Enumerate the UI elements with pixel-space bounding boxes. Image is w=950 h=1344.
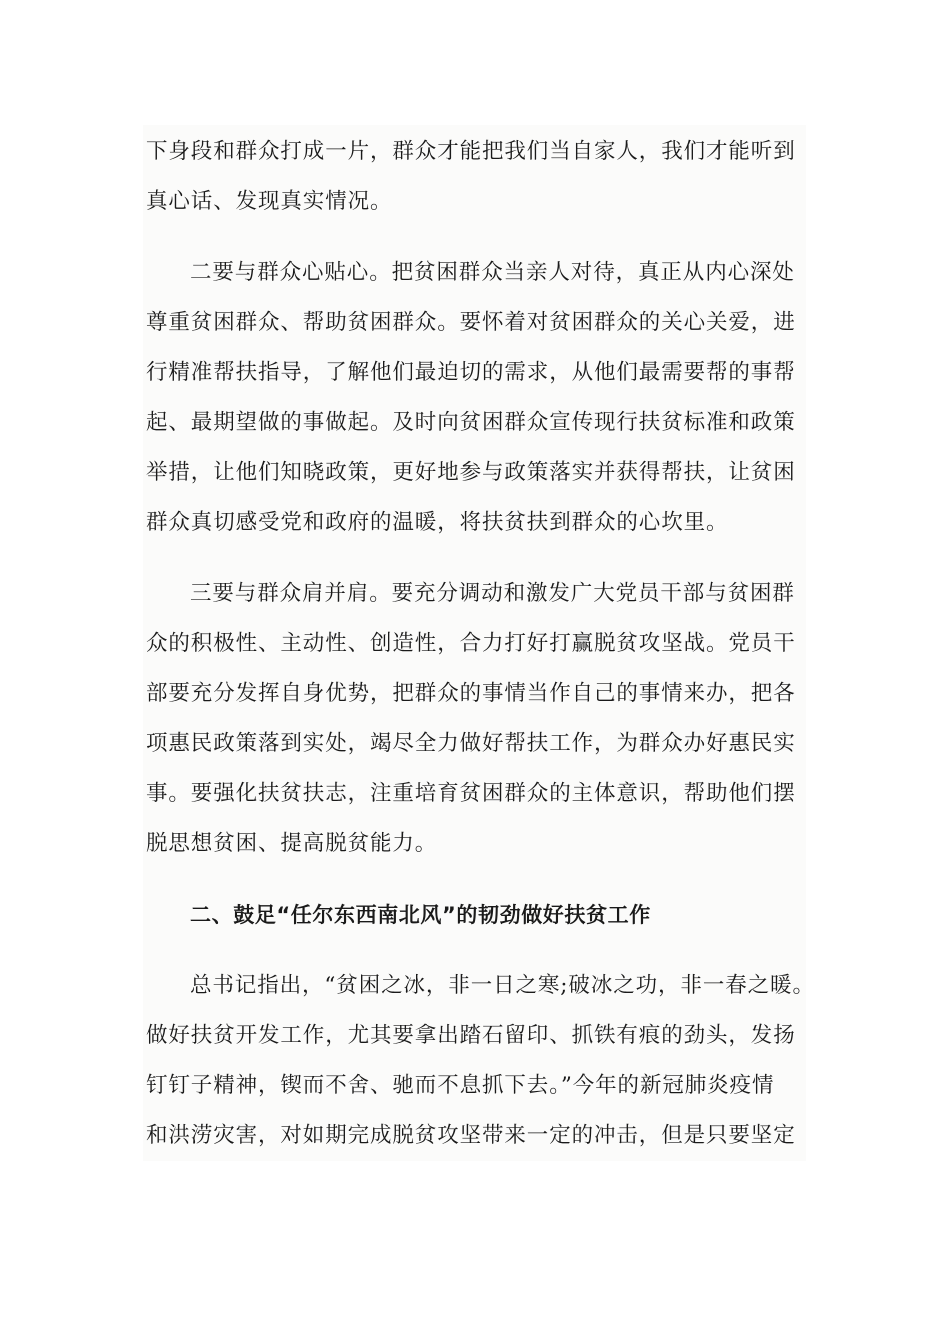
paragraph-line: 部要充分发挥自身优势，把群众的事情当作自己的事情来办，把各	[146, 681, 796, 706]
paragraph-line: 二要与群众心贴心。把贫困群众当亲人对待，真正从内心深处	[190, 260, 795, 285]
paragraph-line: 和洪涝灾害，对如期完成脱贫攻坚带来一定的冲击，但是只要坚定	[146, 1123, 796, 1148]
paragraph-line: 群众真切感受党和政府的温暖，将扶贫扶到群众的心坎里。	[146, 510, 729, 535]
paragraph-line: 钉钉子精神，锲而不舍、驰而不息抓下去。”今年的新冠肺炎疫情	[146, 1073, 775, 1098]
section-heading: 二、鼓足“任尔东西南北风”的韧劲做好扶贫工作	[190, 903, 651, 927]
paragraph-line: 真心话、发现真实情况。	[146, 189, 393, 214]
paragraph-line: 起、最期望做的事做起。及时向贫困群众宣传现行扶贫标准和政策	[146, 410, 796, 435]
paragraph-line: 项惠民政策落到实处，竭尽全力做好帮扶工作，为群众办好惠民实	[146, 731, 796, 756]
paragraph-line: 众的积极性、主动性、创造性，合力打好打赢脱贫攻坚战。党员干	[146, 631, 796, 656]
paragraph-line: 举措，让他们知晓政策，更好地参与政策落实并获得帮扶，让贫困	[146, 460, 796, 485]
paragraph-line: 做好扶贫开发工作，尤其要拿出踏石留印、抓铁有痕的劲头，发扬	[146, 1023, 796, 1048]
paragraph-line: 脱思想贫困、提高脱贫能力。	[146, 831, 438, 856]
paragraph-line: 总书记指出，“贫困之冰，非一日之寒;破冰之功，非一春之暖。	[190, 973, 815, 998]
paragraph-line: 三要与群众肩并肩。要充分调动和激发广大党员干部与贫困群	[190, 581, 795, 606]
paragraph-line: 事。要强化扶贫扶志，注重培育贫困群众的主体意识，帮助他们摆	[146, 781, 796, 806]
paragraph-line: 下身段和群众打成一片，群众才能把我们当自家人，我们才能听到	[146, 139, 796, 164]
paragraph-line: 尊重贫困群众、帮助贫困群众。要怀着对贫困群众的关心关爱，进	[146, 310, 796, 335]
paragraph-line: 行精准帮扶指导，了解他们最迫切的需求，从他们最需要帮的事帮	[146, 360, 796, 385]
